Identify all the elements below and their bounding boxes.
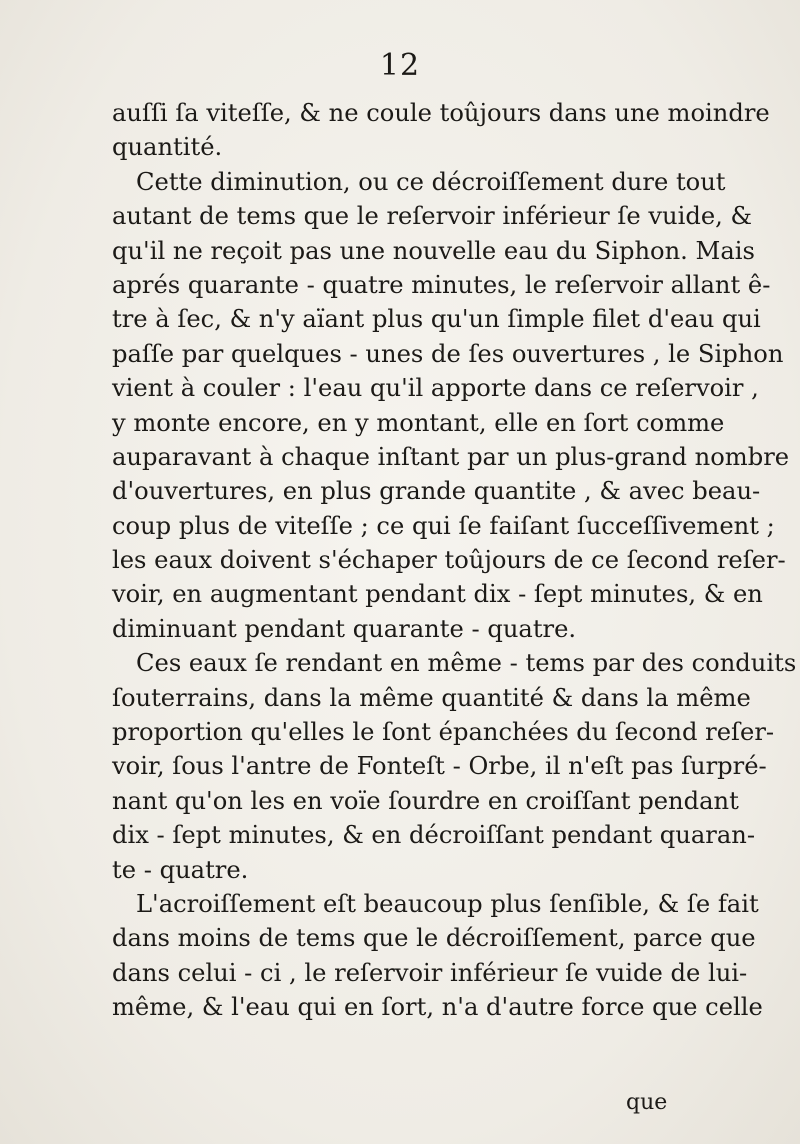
text-line-21: nant qu'on les en voïe ſourdre en croiſſant pendant xyxy=(112,786,739,815)
text-line-25: dans moins de tems que le décroiſſement, parce que xyxy=(112,924,756,953)
body-text xyxy=(112,96,797,1025)
text-line-12: d'ouvertures, en plus grande quantite , & avec beau- xyxy=(112,477,761,506)
text-line-4: autant de tems que le reſervoir inférieur ſe vuide, & xyxy=(112,202,753,231)
text-line-11: auparavant à chaque inſtant par un plus-grand nombre xyxy=(112,442,790,471)
text-line-18: ſouterrains, dans la même quantité & dans la même xyxy=(112,683,751,712)
text-line-5: qu'il ne reçoit pas une nouvelle eau du Siphon. Mais xyxy=(112,236,755,265)
text-line-3: Cette diminution, ou ce décroiſſement dure tout xyxy=(136,167,726,196)
text-line-17: Ces eaux ſe rendant en même - tems par des conduits xyxy=(136,649,797,678)
text-line-23: te - quatre. xyxy=(112,855,249,884)
text-line-24: L'acroiſſement eſt beaucoup plus ſenſible, & ſe fait xyxy=(136,889,759,918)
text-line-26: dans celui - ci , le reſervoir inférieur ſe vuide de lui- xyxy=(112,958,748,987)
text-line-1: auſſi ſa viteſſe, & ne coule toûjours dans une moindre xyxy=(112,99,770,127)
text-line-2: quantité. xyxy=(112,133,223,162)
text-line-7: tre à ſec, & n'y aïant plus qu'un ſimple filet d'eau qui xyxy=(112,305,761,334)
text-line-14: les eaux doivent s'échaper toûjours de ce ſecond reſer- xyxy=(112,546,786,575)
text-line-8: paſſe par quelques - unes de ſes ouvertures , le Siphon xyxy=(112,339,784,368)
text-line-27: même, & l'eau qui en ſort, n'a d'autre force que celle xyxy=(112,993,763,1022)
text-line-6: aprés quarante - quatre minutes, le reſervoir allant ê- xyxy=(112,270,771,299)
catchword: que xyxy=(626,1090,668,1115)
text-line-10: y monte encore, en y montant, elle en ſort comme xyxy=(112,408,725,437)
text-line-15: voir, en augmentant pendant dix - ſept minutes, & en xyxy=(112,580,763,609)
page-number: 12 xyxy=(379,48,421,83)
text-line-20: voir, ſous l'antre de Fonteſt - Orbe, il n'eſt pas ſurpré- xyxy=(112,752,767,781)
text-line-13: coup plus de viteſſe ; ce qui ſe faiſant ſucceſſivement ; xyxy=(112,511,775,540)
text-line-9: vient à couler : l'eau qu'il apporte dans ce reſervoir , xyxy=(112,374,759,403)
text-line-22: dix - ſept minutes, & en décroiſſant pendant quaran- xyxy=(112,821,756,850)
text-line-16: diminuant pendant quarante - quatre. xyxy=(112,614,577,643)
text-line-19: proportion qu'elles le ſont épanchées du ſecond reſer- xyxy=(112,718,775,747)
